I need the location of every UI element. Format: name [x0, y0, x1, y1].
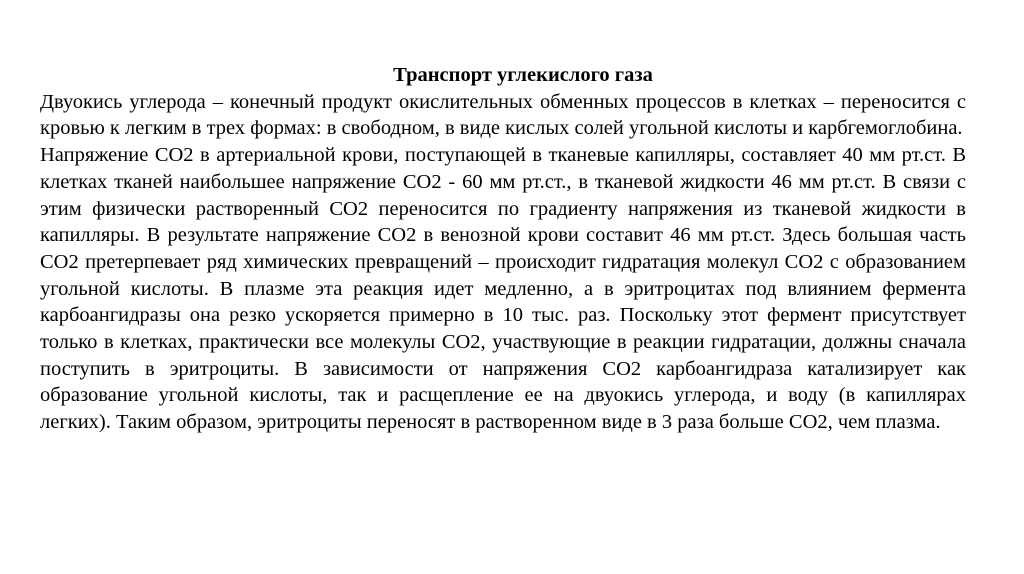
document-title: Транспорт углекислого газа: [393, 64, 653, 86]
document-body: [40, 62, 966, 436]
paragraph-co2-tension: Напряжение СО2 в артериальной крови, поступающей в тканевые капилляры, составляет 40 мм рт.ст. В клетках тканей наибольшее напряжение СО2 - 60 мм рт.ст., в тканевой жидкости 46 мм рт.ст. В связи с этим физически растворенный СО2 переносится по градиенту напряжения из тканевой жидкости в капилляры. В результате напряжение СО2 в венозной крови составит 46 мм рт.ст. Здесь большая часть СО2 претерпевает ряд химических превращений – происходит гидратация молекул СО2 с образованием угольной кислоты. В плазме эта реакция идет медленно, а в эритроцитах под влиянием фермента карбоангидразы она резко ускоряется примерно в 10 тыс. раз. Поскольку этот фермент присутствует только в клетках, практически все молекулы СО2, участвующие в реакции гидратации, должны сначала поступить в эритроциты. В зависимости от напряжения СО2 карбоангидраза катализирует как образование угольной кислоты, так и расщепление ее на двуокись углерода, и воду (в капиллярах легких). Таким образом, эритроциты переносят в растворенном виде в 3 раза больше СО2, чем плазма.: [40, 144, 966, 434]
paragraph-intro: Двуокись углерода – конечный продукт окислительных обменных процессов в клетках – переносится с кровью к легким в трех формах: в свободном, в виде кислых солей угольной кислоты и карбгемоглобина.: [40, 90, 966, 140]
